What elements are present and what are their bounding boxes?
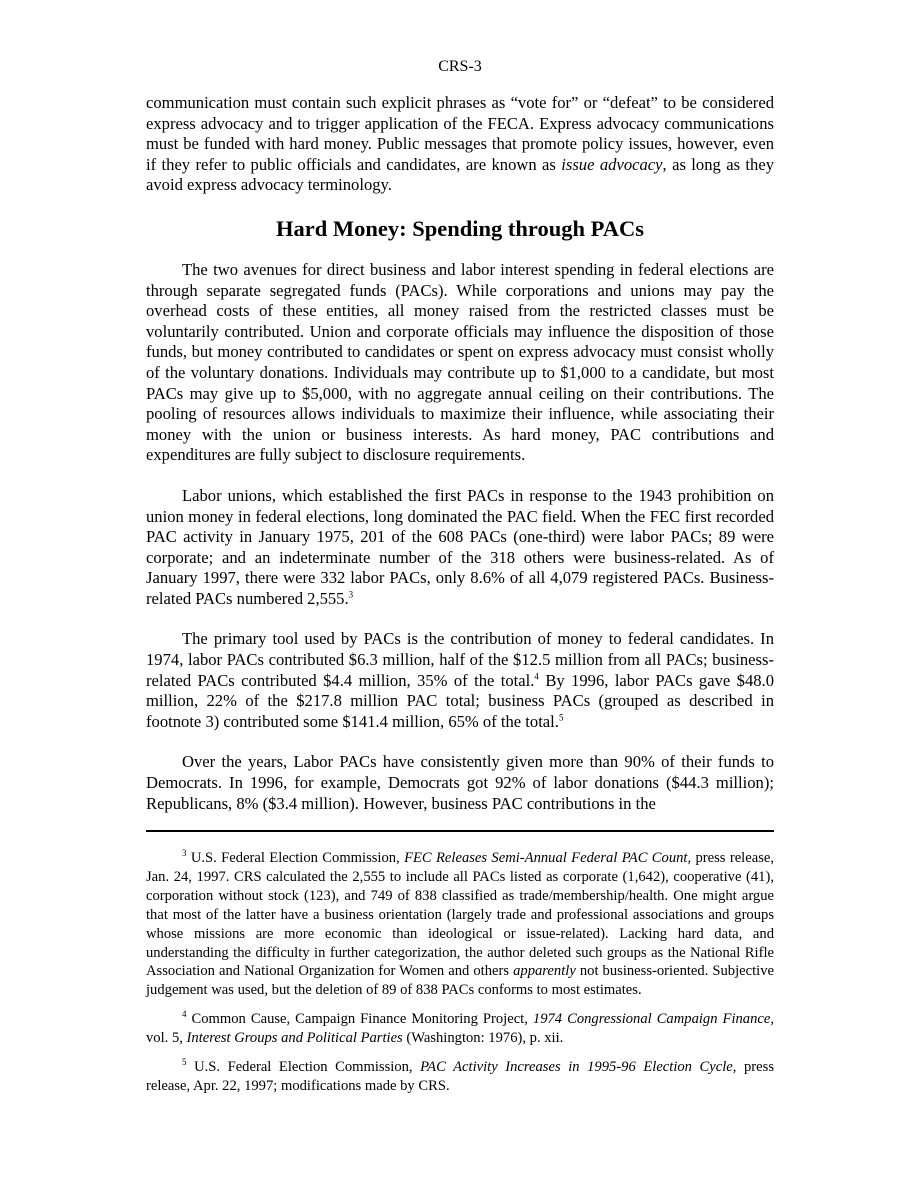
paragraph-contributions: The primary tool used by PACs is the contribution of money to federal candidates. In 1974, labor PACs contributed $6.3 million, half of the $12.5 million from all PACs; business-related PACs contributed $4.4 million, 35% of the total.$^4$ By 1996, labor PACs gave $48.0 million, 22% of the $217.8 million PAC total; business PACs (grouped as described in footnote 3) contributed some $141.4 million, 65% of the total.$^5$	[146, 629, 774, 731]
paragraph-labor-unions: Labor unions, which established the first PACs in response to the 1943 prohibition on union money in federal elections, long dominated the PAC field. When the FEC first recorded PAC activity in January 1975, 201 of the 608 PACs (one-third) were labor PACs; 89 were corporate; and an indeterminate number of the 318 others were business-related. As of January 1997, there were 332 labor PACs, only 8.6% of all 4,079 registered PACs. Business-related PACs numbered 2,555.$^3$	[146, 485, 774, 608]
main-content	[146, 93, 774, 814]
footnote-ref-4[interactable]: 4	[534, 671, 539, 682]
footnote-divider	[146, 830, 774, 832]
footnote-3: $^3$ U.S. Federal Election Commission, FEC Releases Semi-Annual Federal PAC Count, press release, Jan. 24, 1997. CRS calculated the 2,555 to include all PACs listed as corporate (1,642), cooperative (41), corporation without stock (123), and 749 of 838 classified as trade/membership/health. One might argue that most of the latter have a business orientation (largely trade and professional associations and groups whose missions are more economic than ideological or issue-related). Lacking hard data, and understanding the difficulty in further categorization, the author deleted such groups as the National Rifle Association and National Organization for Women and others apparently not business-oriented. Subjective judgement was used, but the deletion of 89 of 838 PACs conforms to most estimates.	[146, 848, 774, 999]
paragraph-pac-avenues: The two avenues for direct business and labor interest spending in federal elections are through separate segregated funds (PACs). While corporations and unions may pay the overhead costs of these entities, all money raised from the restricted classes must be voluntarily contributed. Union and corporate officials may influence the disposition of those funds, but money contributed to candidates or spent on express advocacy must consist wholly of the voluntary donations. Individuals may contribute up to $1,000 to a candidate, but most PACs may give up to $5,000, with no aggregate annual ceiling on their contributions. The pooling of resources allows individuals to maximize their influence, while associating their money with the union or business interests. As hard money, PAC contributions and expenditures are fully subject to disclosure requirements.	[146, 259, 774, 465]
page-number: CRS-3	[438, 58, 482, 75]
section-heading: Hard Money: Spending through PACs	[276, 215, 644, 241]
paragraph-democrats: Over the years, Labor PACs have consistently given more than 90% of their funds to Democrats. In 1996, for example, Democrats got 92% of labor donations ($44.3 million); Republicans, 8% ($3.4 million). However, business PAC contributions in the	[146, 752, 774, 813]
footnote-4: $^4$ Common Cause, Campaign Finance Monitoring Project, 1974 Congressional Campaign Finance, vol. 5, Interest Groups and Political Parties (Washington: 1976), p. xii.	[146, 1009, 774, 1047]
footnote-5: $^5$ U.S. Federal Election Commission, PAC Activity Increases in 1995-96 Election Cycle, press release, Apr. 22, 1997; modifications made by CRS.	[146, 1057, 774, 1094]
footnote-ref-3[interactable]: 3	[348, 589, 354, 600]
footnotes	[146, 849, 774, 1106]
intro-paragraph: communication must contain such explicit phrases as “vote for” or “defeat” to be considered express advocacy and to trigger application of the FECA. Express advocacy communications must be funded with hard money. Public messages that promote policy issues, however, even if they refer to public officials and candidates, are known as issue advocacy, as long as they avoid express advocacy terminology.	[146, 93, 775, 195]
footnote-ref-5[interactable]: 5	[558, 712, 564, 723]
